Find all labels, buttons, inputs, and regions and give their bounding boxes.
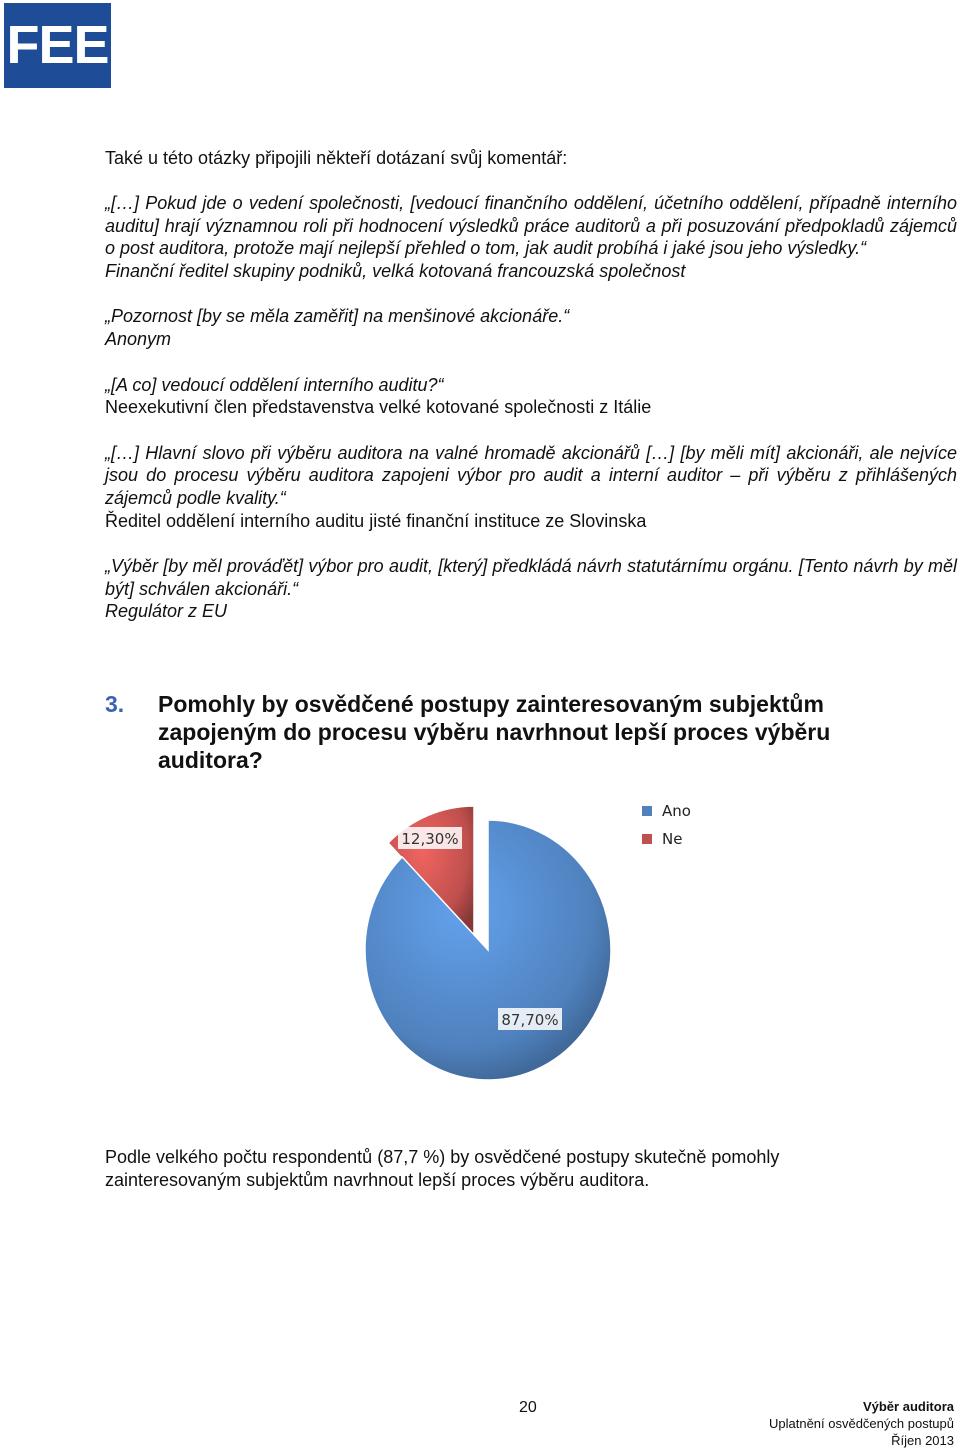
quote-text: „Pozornost [by se měla zaměřit] na menšinové akcionáře.“ bbox=[105, 306, 570, 327]
pie-chart bbox=[330, 790, 730, 1120]
quote-source: Regulátor z EU bbox=[105, 601, 228, 622]
section-number: 3. bbox=[105, 691, 125, 717]
conclusion-text: Podle velkého počtu respondentů (87,7 %) by osvědčené postupy skutečně pomohly zainteresovaným subjektům navrhnout lepší proces výběru auditora. bbox=[105, 1147, 780, 1190]
quote-text: „[A co] vedoucí oddělení interního auditu?“ bbox=[105, 374, 444, 395]
quote-item bbox=[105, 305, 957, 350]
quotes-list bbox=[105, 192, 957, 646]
footer-doc-title: Výběr auditora bbox=[862, 1399, 954, 1414]
legend-swatch-ano bbox=[642, 806, 652, 816]
fee-logo: FEE bbox=[4, 3, 111, 88]
quote-source: Ředitel oddělení interního auditu jisté finanční instituce ze Slovinska bbox=[105, 510, 647, 531]
quote-text: „Výběr [by měl prováďět] výbor pro audit, [který] předkládá návrh statutárnímu orgánu. [Tento návrh by měl být] schválen akcionáři.“ bbox=[105, 556, 957, 599]
intro-text: Také u této otázky připojili někteří dotázaní svůj komentář: bbox=[105, 148, 568, 168]
page-number: 20 bbox=[519, 1399, 537, 1416]
pie-chart-svg bbox=[330, 790, 730, 1120]
pie-slice-ano bbox=[365, 820, 611, 1080]
data-label-ano: 87,70% bbox=[501, 1011, 559, 1029]
section-title: Pomohly by osvědčené postupy zainteresovaným subjektům zapojeným do procesu výběru navrhnout lepší proces výběru auditora? bbox=[158, 691, 831, 773]
quote-item bbox=[105, 555, 957, 623]
quote-source: Finanční ředitel skupiny podniků, velká kotovaná francouzská společnost bbox=[105, 260, 686, 281]
quote-item bbox=[105, 192, 957, 282]
legend-label-ne: Ne bbox=[662, 830, 683, 848]
footer-doc-subtitle: Uplatnění osvědčených postupů bbox=[768, 1416, 954, 1431]
footer-info bbox=[654, 1398, 954, 1449]
footer-date: Říjen 2013 bbox=[891, 1433, 954, 1448]
quote-text: „[…] Hlavní slovo při výběru auditora na valné hromadě akcionářů […] [by měli mít] akcionáři, ale nejvíce jsou do procesu výběru auditora zapojeni výbor pro audit a interní auditor – při výběru z přihlášených zájemců podle kvality.“ bbox=[105, 442, 957, 508]
legend-swatch-ne bbox=[642, 834, 652, 844]
quote-item bbox=[105, 442, 957, 532]
quote-source: Anonym bbox=[105, 328, 172, 349]
legend-label-ano: Ano bbox=[662, 802, 691, 820]
data-label-ne: 12,30% bbox=[401, 830, 459, 848]
quote-source: Neexekutivní člen představenstva velké kotované společnosti z Itálie bbox=[105, 397, 652, 418]
quote-text: „[…] Pokud jde o vedení společnosti, [vedoucí finančního oddělení, účetního oddělení, případně interního auditu] hrají významnou roli při hodnocení výsledků práce auditorů a při posuzování předpokladů zájemců o post auditora, protože mají nejlepší přehled o tom, jak audit probíhá i jaké jsou jeho výsledky.“ bbox=[105, 193, 957, 259]
quote-item bbox=[105, 374, 957, 419]
